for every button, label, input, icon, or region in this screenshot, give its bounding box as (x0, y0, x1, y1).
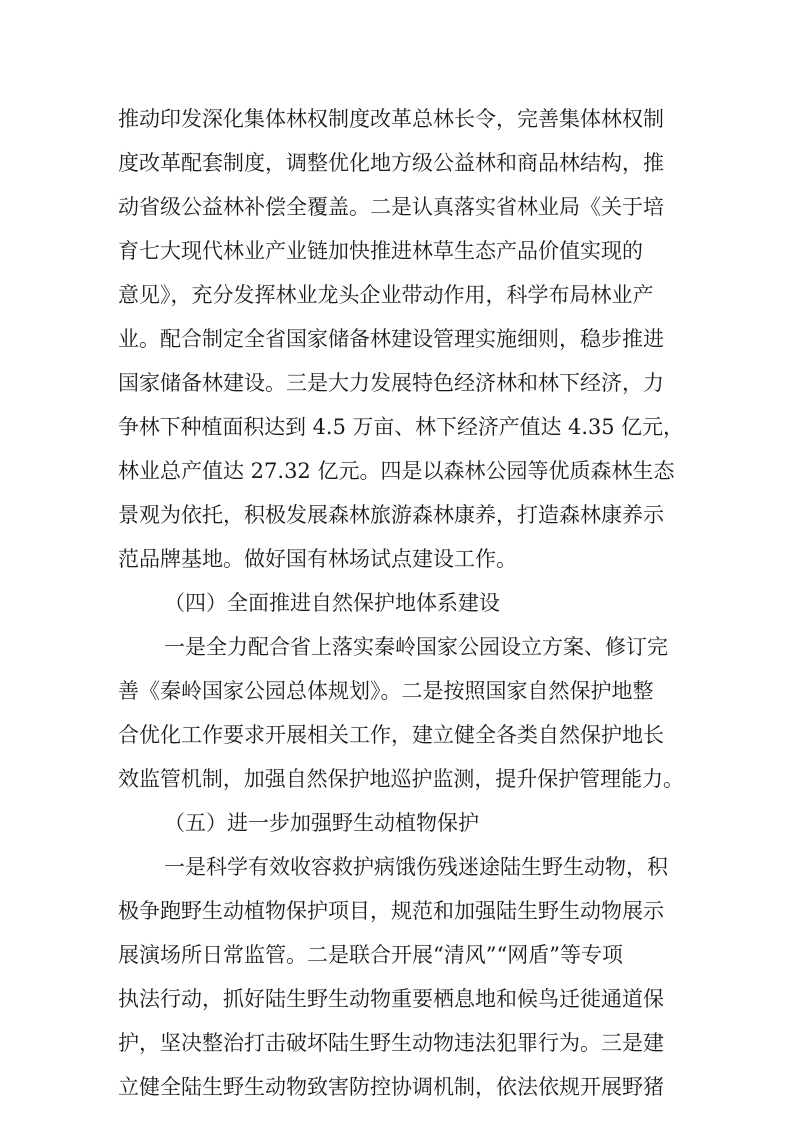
paragraph-line: 动省级公益林补偿全覆盖。二是认真落实省林业局《关于培 (118, 195, 664, 219)
paragraph-line: 景观为依托，积极发展森林旅游森林康养，打造森林康养示 (118, 503, 664, 527)
paragraph-line: 极争跑野生动植物保护项目，规范和加强陆生野生动物展示 (118, 899, 664, 923)
paragraph-line: 执法行动，抓好陆生野生动物重要栖息地和候鸟迁徙通道保 (118, 987, 664, 1011)
paragraph-line: 推动印发深化集体林权制度改革总林长令，完善集体林权制 (118, 107, 664, 131)
paragraph-line: 一是科学有效收容救护病饿伤残迷途陆生野生动物，积 (164, 855, 668, 879)
paragraph-line: 育七大现代林业产业链加快推进林草生态产品价值实现的 (118, 239, 643, 263)
section-heading-5: （五）进一步加强野生动植物保护 (164, 811, 479, 835)
paragraph-line: 业。配合制定全省国家储备林建设管理实施细则，稳步推进 (118, 327, 664, 351)
paragraph-line: 国家储备林建设。三是大力发展特色经济林和林下经济，力 (118, 371, 664, 395)
paragraph-line: 展演场所日常监管。二是联合开展“清风”“网盾”等专项 (118, 943, 623, 967)
paragraph-line: 一是全力配合省上落实秦岭国家公园设立方案、修订完 (164, 635, 668, 659)
paragraph-line: 意见》，充分发挥林业龙头企业带动作用，科学布局林业产 (118, 283, 654, 307)
paragraph-line: 合优化工作要求开展相关工作，建立健全各类自然保护地长 (118, 723, 664, 747)
paragraph-line: 度改革配套制度，调整优化地方级公益林和商品林结构，推 (118, 151, 664, 175)
paragraph-line: 立健全陆生野生动物致害防控协调机制，依法依规开展野猪 (118, 1075, 664, 1099)
paragraph-line: 争林下种植面积达到 4.5 万亩、林下经济产值达 4.35 亿元， (118, 415, 684, 439)
paragraph-line: 林业总产值达 27.32 亿元。四是以森林公园等优质森林生态 (118, 459, 675, 483)
paragraph-line: 护，坚决整治打击破坏陆生野生动物违法犯罪行为。三是建 (118, 1031, 664, 1055)
section-heading-4: （四）全面推进自然保护地体系建设 (164, 591, 500, 615)
paragraph-line: 善《秦岭国家公园总体规划》。二是按照国家自然保护地整 (118, 679, 654, 703)
paragraph-line: 效监管机制，加强自然保护地巡护监测，提升保护管理能力。 (118, 767, 684, 791)
paragraph-line: 范品牌基地。做好国有林场试点建设工作。 (118, 547, 517, 571)
